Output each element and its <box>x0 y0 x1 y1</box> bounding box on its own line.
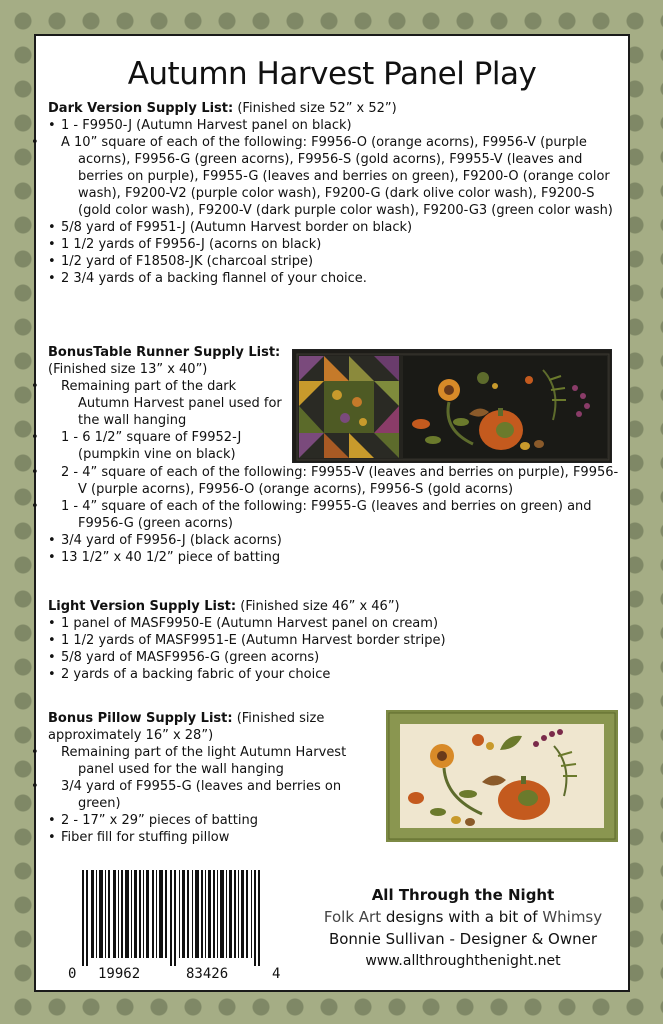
table-runner-illustration <box>293 350 612 463</box>
designer-line: Bonnie Sullivan - Designer & Owner <box>328 930 598 948</box>
info-panel <box>34 34 630 992</box>
company-info <box>298 884 628 972</box>
list-item: • 2 3/4 yards of a backing flannel of your choice. <box>48 270 622 287</box>
list-item: • Fiber fill for stuffing pillow <box>48 829 382 846</box>
list-item: • Remaining part of the light Autumn Harvest panel used for the wall hanging <box>48 744 382 778</box>
list-item: • 1 - F9950-J (Autumn Harvest panel on black) <box>48 117 622 134</box>
pillow-size-b: approximately 16” x 28”) <box>48 728 214 743</box>
dark-version-list <box>48 117 622 287</box>
page-title: Autumn Harvest Panel Play <box>127 56 537 92</box>
list-item: • Remaining part of the dark Autumn Harvest panel used for the wall hanging <box>48 378 288 429</box>
tagline-whimsy: Whimsy <box>542 908 603 926</box>
table-runner-image <box>292 349 612 463</box>
pillow-size-a: (Finished size <box>232 711 325 726</box>
pillow-section <box>48 710 382 846</box>
runner-heading: BonusTable Runner Supply List: <box>48 345 281 360</box>
pillow-heading: Bonus Pillow Supply List: <box>48 711 233 726</box>
list-item: • 5/8 yard of F9951-J (Autumn Harvest border on black) <box>48 219 622 236</box>
list-item: • 1 panel of MASF9950-E (Autumn Harvest panel on cream) <box>48 615 622 632</box>
runner-section-top <box>48 344 288 463</box>
list-item: • 1 1/2 yards of MASF9951-E (Autumn Harvest border stripe) <box>48 632 622 649</box>
website-link[interactable]: www.allthroughthenight.net <box>365 953 561 969</box>
dark-version-section <box>48 100 622 287</box>
company-tagline <box>298 906 628 928</box>
light-version-heading: Light Version Supply List: <box>48 599 237 614</box>
runner-section-bottom <box>48 464 622 566</box>
list-item: • 2 yards of a backing fabric of your choice <box>48 666 622 683</box>
applique-panel <box>403 356 607 458</box>
star-block <box>299 356 399 458</box>
barcode-digit-group-1: 19962 <box>98 966 141 982</box>
barcode <box>66 870 290 980</box>
light-version-size: (Finished size 46” x 46”) <box>236 599 400 614</box>
list-item: • 5/8 yard of MASF9956-G (green acorns) <box>48 649 622 666</box>
list-item: • 3/4 yard of F9956-J (black acorns) <box>48 532 622 549</box>
barcode-digit-first: 0 <box>68 966 77 982</box>
list-item: • A 10” square of each of the following: F9956-O (orange acorns), F9956-V (purple acorns), F9956-G (green acorns), F9956-S (gold acorns), F9955-V (leaves and berries on purple), F9955-G (leaves and berries on green), F9200-O (orange color wash), F9200-V2 (purple color wash), F9200-G (dark olive color wash), F9200-S (gold color wash), F9200-V (dark purple color wash), F9200-G3 (green color wash) <box>48 134 622 219</box>
barcode-digit-last: 4 <box>272 966 281 982</box>
pillow-illustration <box>386 710 618 842</box>
list-item: • 1 - 4” square of each of the following: F9955-G (leaves and berries on green) and F9956-G (green acorns) <box>48 498 622 532</box>
pillow-image <box>386 710 618 842</box>
dark-version-heading: Dark Version Supply List: <box>48 101 234 116</box>
runner-size: (Finished size 13” x 40”) <box>48 362 208 377</box>
barcode-bars <box>66 870 290 966</box>
barcode-digit-group-2: 83426 <box>186 966 229 982</box>
list-item: • 1 1/2 yards of F9956-J (acorns on black) <box>48 236 622 253</box>
tagline-folk-art: Folk Art <box>323 908 382 926</box>
list-item: • 13 1/2” x 40 1/2” piece of batting <box>48 549 622 566</box>
light-version-section <box>48 598 622 683</box>
tagline-middle: designs with a bit of <box>381 908 543 926</box>
list-item: • 2 - 17” x 29” pieces of batting <box>48 812 382 829</box>
list-item: • 1/2 yard of F18508-JK (charcoal stripe) <box>48 253 622 270</box>
list-item: • 1 - 6 1/2” square of F9952-J (pumpkin vine on black) <box>48 429 288 463</box>
list-item: • 2 - 4” square of each of the following: F9955-V (leaves and berries on purple), F9956-V (purple acorns), F9956-O (orange acorns), F9956-S (gold acorns) <box>48 464 622 498</box>
list-item: • 3/4 yard of F9955-G (leaves and berries on green) <box>48 778 382 812</box>
company-name: All Through the Night <box>371 886 555 904</box>
dark-version-size: (Finished size 52” x 52”) <box>233 101 397 116</box>
